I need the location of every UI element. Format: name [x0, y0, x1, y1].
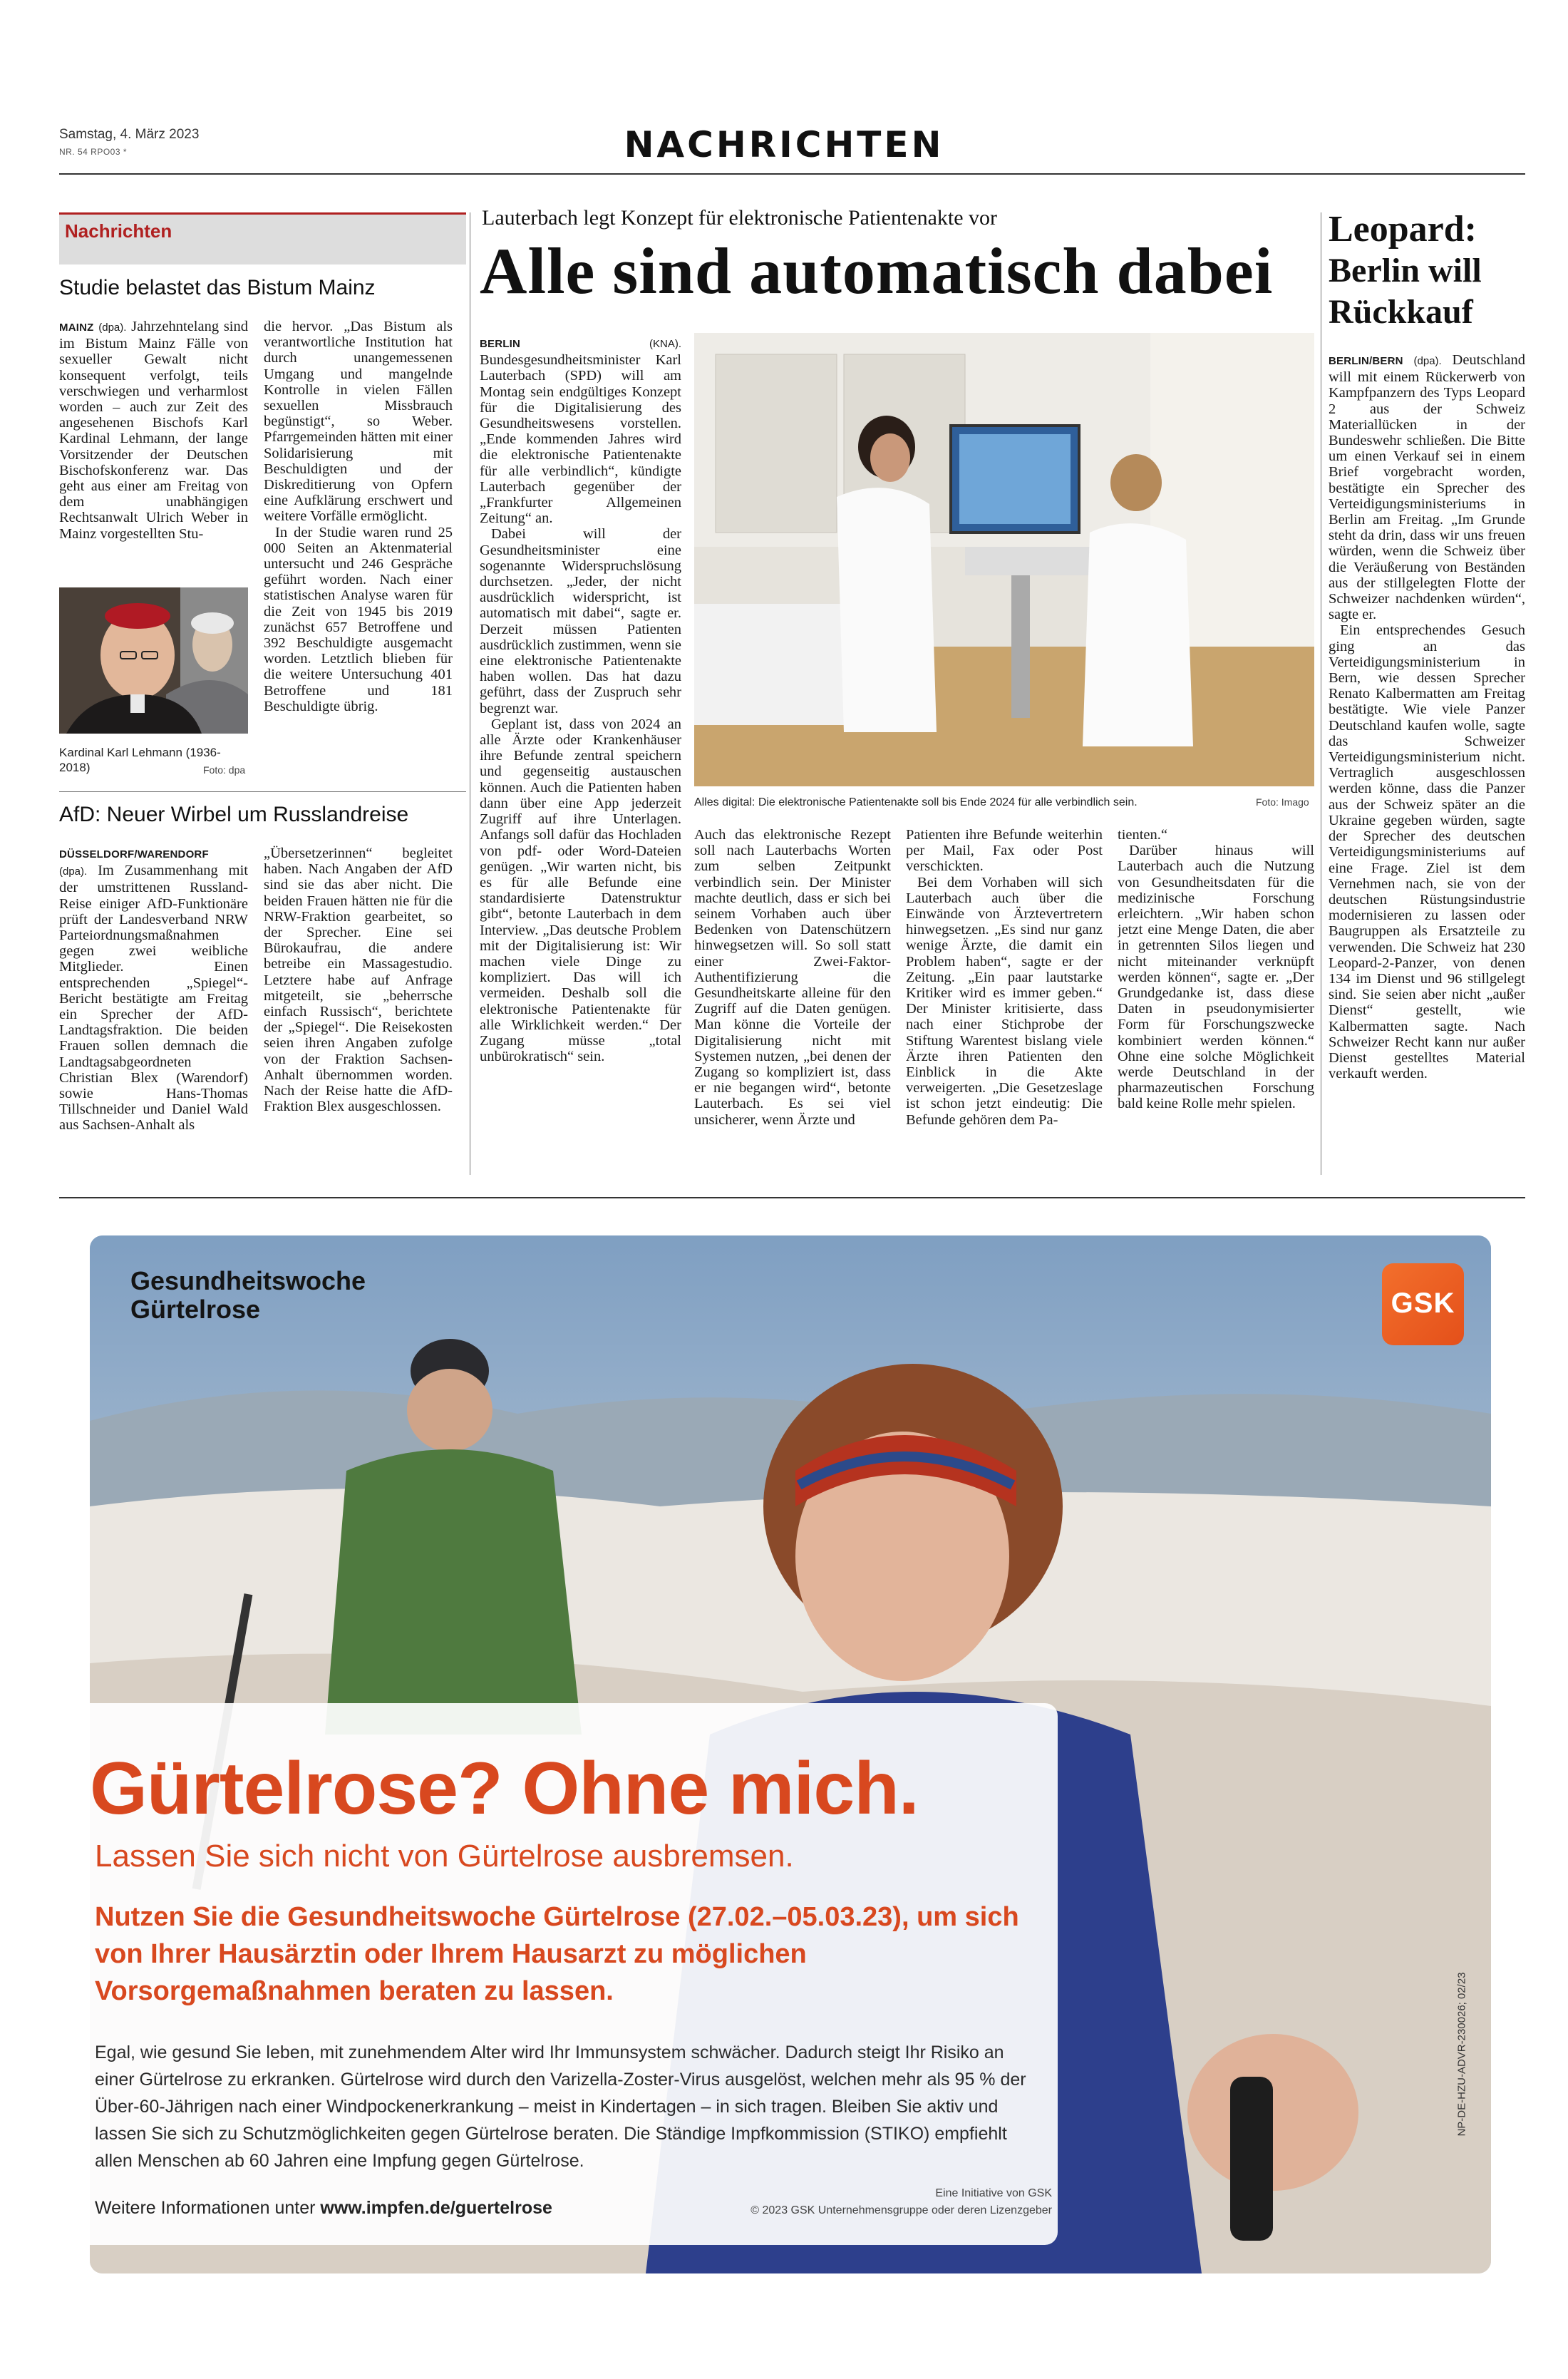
- article-bistum-col2: [264, 319, 453, 779]
- photo-credit-kardinal: Foto: dpa: [203, 764, 246, 776]
- article-text: Im Zusammenhang mit der umstrittenen Russland-Reise einiger AfD-Funktionäre prüft der Landesverband NRW Parteiordnungsmaßnahmen gegen zwei weibliche Mitglieder. Einen entsprechenden „Spiegel“-Bericht bestätigte am Freitag ein Sprecher der AfD-Landtagsfraktion. Die beiden Frauen sollen demnach die Landtagsabgeordneten Christian Blex (Warendorf) sowie Hans-Thomas Tillschneider und Daniel Wald aus Sachsen-Anhalt als: [59, 863, 248, 1134]
- photo-caption-patientenakte: Alles digital: Die elektronische Patientenakte soll bis Ende 2024 für alle verbindlich sein.: [694, 796, 1138, 808]
- dateline: MAINZ: [59, 322, 94, 334]
- news-tag-box: [59, 212, 466, 264]
- ad-initiative-block: [703, 2185, 1052, 2219]
- article-text: Deutschland will mit einem Rückerwerb von Kampfpanzern des Typs Leopard 2 aus der Schweiz Materiallücken in der Bundeswehr schließen. Die Bitte um einen Verkauf sei in einem Brief vorgebracht worden, bestätigte ein Sprecher des Verteidigungsministeriums in Berlin am Freitag. „Im Grunde steht da drin, dass wir uns freuen würden, wenn die Schweiz über die Veräußerung von Beständen aus der stillgelegten Flotte der Schweizer nachdenken würden“, sagte er.: [1329, 352, 1525, 623]
- photo-nurses-computer: [694, 333, 1314, 786]
- ad-copyright: © 2023 GSK Unternehmensgruppe oder deren Lizenzgeber: [751, 2204, 1052, 2216]
- ad-headline: Gürtelrose? Ohne mich.: [90, 1747, 919, 1830]
- ad-reference-code: [1455, 1963, 1469, 2148]
- headline-line: Leopard:: [1329, 209, 1477, 250]
- news-tag-label: Nachrichten: [65, 220, 172, 242]
- ad-campaign-line: Gürtelrose: [130, 1295, 261, 1324]
- lead-article-col4: [1118, 827, 1314, 1176]
- article-text: Dabei will der Gesundheitsminister eine sogenannte Widerspruchslösung durchsetzen. „Jeder, der nicht ausdrücklich widerspricht, ist automatisch mit dabei“, sagte er. Derzeit müssen Patienten ausdrücklich zustimmen, wenn sie eine elektronische Patientenakte haben wollen. Das hat dazu geführt, dass der Zuspruch sehr begrenzt war.: [480, 526, 681, 716]
- article-text: die hervor. „Das Bistum als verantwortliche Institution hat durch unangemessenen Umgang und mangelnde Kontrolle in vielen Fällen sexuellen Missbrauch begünstigt“, so Weber. Pfarrgemeinden hätten mit einer Solidarisierung mit Beschuldigten und der Diskreditierung von Opfern eine Aufklärung erschwert und weitere Vorfälle ermöglicht.: [264, 319, 453, 525]
- gsk-logo-text: GSK: [1391, 1288, 1455, 1319]
- article-bistum-col1: [59, 319, 248, 579]
- photo-kardinal-illustration: [59, 587, 248, 734]
- ad-body-text: Egal, wie gesund Sie leben, mit zunehmendem Alter wird Ihr Immunsystem schwächer. Dadurch steigt Ihr Risiko an einer Gürtelrose zu erkranken. Gürtelrose wird durch den Varizella-Zoster-Virus ausgelöst, welchen mehr als 95 % der Über-60-Jährigen nach einer Windpockenerkrankung – meist in Kindertagen – in sich tragen. Bleiben Sie aktiv und lassen Sie sich zu Schutzmöglichkeiten gegen Gürtelrose beraten. Die Ständige Impfkommission (STIKO) empfiehlt allen Menschen ab 60 Jahren eine Impfung gegen Gürtelrose.: [95, 2043, 1026, 2171]
- agency: (KNA).: [649, 338, 681, 350]
- header-rule: [59, 173, 1525, 175]
- article-text: Darüber hinaus will Lauterbach auch die Nutzung von Gesundheitsdaten für die medizinische Forschung erleichtern. „Wir haben schon jetzt eine Menge Daten, die aber in getrennten Silos liegen und nicht miteinander verknüpft werden können“, sagte er. „Der Grundgedanke ist, dass diese Daten in pseudonymisierter Form für Forschungszwecke kombiniert werden können.“ Ohne eine solche Möglichkeit werde Deutschland in der pharmazeutischen Forschung bald keine Rolle mehr spielen.: [1118, 843, 1314, 1112]
- article-text: Patienten ihre Befunde weiterhin per Mail, Fax oder Post verschickten.: [906, 827, 1103, 875]
- issue-number: NR. 54 RPO03 *: [59, 147, 128, 157]
- ad-lead-text: Nutzen Sie die Gesundheitswoche Gürtelrose (27.02.–05.03.23), um sich von Ihrer Hausärztin oder Ihrem Hausarzt zu möglichen Vorsorgemaßnahmen beraten zu lassen.: [95, 1902, 1019, 2006]
- agency: (dpa).: [59, 865, 88, 878]
- ad-more-prefix: Weitere Informationen unter: [95, 2198, 316, 2218]
- photo-credit-patientenakte: Foto: Imago: [1256, 796, 1309, 808]
- headline-line: Berlin will Rückkauf: [1329, 252, 1482, 331]
- lead-kicker: Lauterbach legt Konzept für elektronische Patientenakte vor: [482, 206, 998, 230]
- article-text: Ein entsprechendes Gesuch ging an das Verteidigungsministerium in Bern, wie dessen Sprecher Renato Kalbermatten am Freitag bestätigte. Wie viele Panzer Deutschland kaufen wolle, sagte das Schweizer Verteidigungsministerium nicht. Vertraglich ausgeschlossen werden könne, dass die Panzer aus der Schweiz später an die Ukraine gegeben würden, sagte der Sprecher des deutschen Verteidigungsministeriums auf eine Frage. Ziel ist dem Vernehmen nach, sie von der deutschen Rüstungsindustrie modernisieren zu lassen oder Baugruppen als Ersatzteile zu verwenden. Die Schweiz hat 230 Leopard-2-Panzer, von denen 134 im Dienst und 96 stillgelegt sind. Sie seien aber nicht „außer Dienst“ gestellt, wie Kalbermatten sagte. Nach Schweizer Recht kann nur außer Dienst gestelltes Material verkauft werden.: [1329, 622, 1525, 1082]
- ad-campaign-line: Gesundheitswoche: [130, 1266, 366, 1295]
- ad-more-info: [95, 2198, 552, 2219]
- ad-separator-rule: [59, 1197, 1525, 1198]
- article-leopard: [1329, 352, 1525, 1176]
- edition-date: Samstag, 4. März 2023: [59, 127, 200, 142]
- article-text: Bundesgesundheitsminister Karl Lauterbach (SPD) will am Montag sein endgültiges Konzept für die Digitalisierung des Gesundheitswesens vorstellen. „Ende kommenden Jahres wird die elektronische Patientenakte für alle verbindlich“, kündigte Lauterbach gegenüber der „Frankfurter Allgemeinen Zeitung“ an.: [480, 352, 681, 527]
- article-divider: [59, 791, 466, 792]
- lead-article-col2: [694, 827, 891, 1176]
- article-afd-col2: [264, 846, 453, 1173]
- article-text: Jahrzehntelang sind im Bistum Mainz Fälle von sexueller Gewalt nicht konsequent verfolgt, teils verschwiegen und verharmlost worden – auch zur Zeit des angesehenen Bischofs Karl Kardinal Lehmann, der lange Vorsitzender der Deutschen Bischofskonferenz war. Das geht aus einer am Freitag von dem unabhängigen Rechtsanwalt Ulrich Weber in Mainz vorgestellten Stu-: [59, 319, 248, 542]
- ad-reference-text: NP-DE-HZU-ADVR-230026; 02/23: [1455, 1972, 1468, 2137]
- gsk-logo: [1382, 1263, 1464, 1345]
- ad-subheadline: Lassen Sie sich nicht von Gürtelrose ausbremsen.: [95, 1839, 794, 1874]
- photo-kardinal-lehmann: [59, 587, 248, 734]
- dateline: BERLIN: [480, 338, 521, 350]
- ad-guertelrose: [90, 1235, 1491, 2273]
- lead-headline: Alle sind automatisch dabei: [480, 235, 1274, 307]
- ad-url-link[interactable]: www.impfen.de/guertelrose: [320, 2198, 552, 2218]
- article-text: Auch das elektronische Rezept soll nach Lauterbachs Worten zum selben Zeitpunkt verbindlich sein. Der Minister machte deutlich, dass er sich bei seinem Vorhaben auch über Bedenken von Datenschützern hinwegsetzen will. So soll statt einer Zwei-Faktor-Authentifizierung die Gesundheitskarte alleine für den Zugriff auf die Daten genügen. Man könne die Vorteile der Digitalisierung nicht mit Systemen nutzen, „bei denen der Zugang so kompliziert ist, dass er nie begangen wird“, betonte Lauterbach. Es sei viel unsicherer, wenn Ärzte und: [694, 827, 891, 1128]
- article-headline-bistum: Studie belastet das Bistum Mainz: [59, 276, 376, 299]
- dateline: DÜSSELDORF/WARENDORF: [59, 848, 209, 860]
- section-title: NACHRICHTEN: [624, 124, 944, 165]
- article-headline-afd: AfD: Neuer Wirbel um Russlandreise: [59, 803, 409, 826]
- lead-article-col1: [480, 335, 681, 1173]
- article-text: In der Studie waren rund 25 000 Seiten an Aktenmaterial untersucht und 246 Gespräche geführt worden. Nach einer statistischen Analyse waren für die Zeit von 1945 bis 2019 zunächst 657 Betroffene und 392 Beschuldigte ausgemacht worden. Letztlich blieben für die weitere Untersuchung 401 Betroffene und 181 Beschuldigte übrig.: [264, 524, 453, 714]
- photo-caption-kardinal: Kardinal Karl Lehmann (1936-2018): [59, 746, 221, 774]
- lead-article-col3: [906, 827, 1103, 1176]
- article-text: Geplant ist, dass von 2024 an alle Ärzte oder Krankenhäuser ihre Befunde zentral speichern und gegenseitig austauschen können. Auch die Patienten haben dann über eine App jederzeit Zugriff auf ihre Unterlagen. Anfangs soll dafür das Hochladen von pdf- oder Word-Dateien genügen. „Wir warten nicht, bis es für alle Befunde eine standardisierte Datenstruktur gibt“, betonte Lauterbach in dem Interview. „Das deutsche Problem mit der Digitalisierung ist: Wir machen viele Dinge zu kompliziert. Das will ich vermeiden. Deshalb soll die elektronische Patientenakte für alle Wirklichkeit werden.“ Der Zugang müsse „total unbürokratisch“ sein.: [480, 716, 681, 1065]
- ad-initiative: Eine Initiative von GSK: [935, 2187, 1052, 2199]
- agency: (dpa).: [1413, 355, 1442, 367]
- article-text: Bei dem Vorhaben will sich Lauterbach auch über die Einwände von Ärztevertretern hinwegsetzen. „Es sind nur ganz wenige Ärzte, die damit ein Problem haben“, sagte er der Zeitung. „Ein paar lautstarke Kritiker wird es immer geben.“ Der Minister kritisierte, dass nach einer Stichprobe der Stiftung Warentest bislang viele Ärzte ihren Patienten den Einblick in die Akte verweigerten. „Die Gesetzeslage ist schon jetzt eindeutig: Die Befunde gehören dem Pa-: [906, 874, 1103, 1128]
- article-afd-col1: [59, 846, 248, 1173]
- article-headline-leopard: [1329, 209, 1542, 333]
- dateline: BERLIN/BERN: [1329, 355, 1403, 367]
- photo-patientenakte: [694, 333, 1314, 786]
- agency: (dpa).: [98, 322, 127, 334]
- article-text: tienten.“: [1118, 827, 1168, 843]
- ad-campaign-title: [130, 1267, 366, 1324]
- article-text: „Übersetzerinnen“ begleitet haben. Nach Angaben der AfD sind sie das aber nicht. Die beiden Frauen hätten nie für die NRW-Fraktion gearbeitet, so der Sprecher. Eine sei Bürokaufrau, die andere betreibe ein Massagestudio. Letztere habe auf Anfrage mitgeteilt, sie „beherrsche einfach Russisch“, berichtete der „Spiegel“. Die Reisekosten seien ihren Angaben zufolge von der Fraktion Sachsen-Anhalt übernommen worden. Nach der Reise hatte die AfD-Fraktion Blex ausgeschlossen.: [264, 846, 453, 1115]
